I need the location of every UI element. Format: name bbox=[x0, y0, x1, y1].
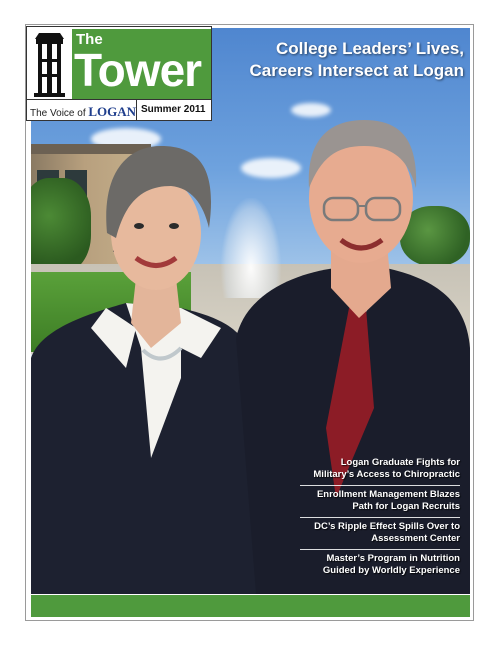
masthead bbox=[26, 26, 212, 121]
masthead-top bbox=[26, 26, 212, 100]
story-line: Master’s Program in Nutrition bbox=[326, 553, 460, 564]
story-line: Path for Logan Recruits bbox=[352, 501, 460, 512]
story-line: DC’s Ripple Effect Spills Over to bbox=[314, 521, 460, 532]
cover-story bbox=[300, 518, 460, 550]
cover-story bbox=[300, 550, 460, 581]
divider bbox=[136, 100, 137, 120]
footer-bar bbox=[31, 595, 470, 617]
cover-story bbox=[300, 454, 460, 486]
issue-date: Summer 2011 bbox=[141, 104, 206, 115]
story-line: Military’s Access to Chiropractic bbox=[313, 469, 460, 480]
headline-line: College Leaders’ Lives, bbox=[275, 39, 464, 58]
story-line: Assessment Center bbox=[371, 533, 460, 544]
masthead-subline bbox=[26, 100, 212, 121]
cover-story bbox=[300, 486, 460, 518]
headline-line: Careers Intersect at Logan bbox=[249, 61, 464, 80]
story-line: Guided by Worldly Experience bbox=[322, 565, 460, 576]
cover-story-list bbox=[300, 454, 460, 581]
bell-tower-icon bbox=[29, 29, 70, 99]
tagline bbox=[30, 104, 136, 120]
tagline-brand: LOGAN bbox=[88, 104, 137, 119]
masthead-green-panel bbox=[72, 29, 211, 99]
tagline-prefix: The Voice of bbox=[30, 108, 86, 119]
masthead-the: The bbox=[76, 31, 103, 48]
cover-headline bbox=[224, 38, 464, 82]
story-line: Logan Graduate Fights for bbox=[340, 457, 460, 468]
story-line: Enrollment Management Blazes bbox=[316, 489, 460, 500]
masthead-title: Tower bbox=[74, 44, 202, 96]
